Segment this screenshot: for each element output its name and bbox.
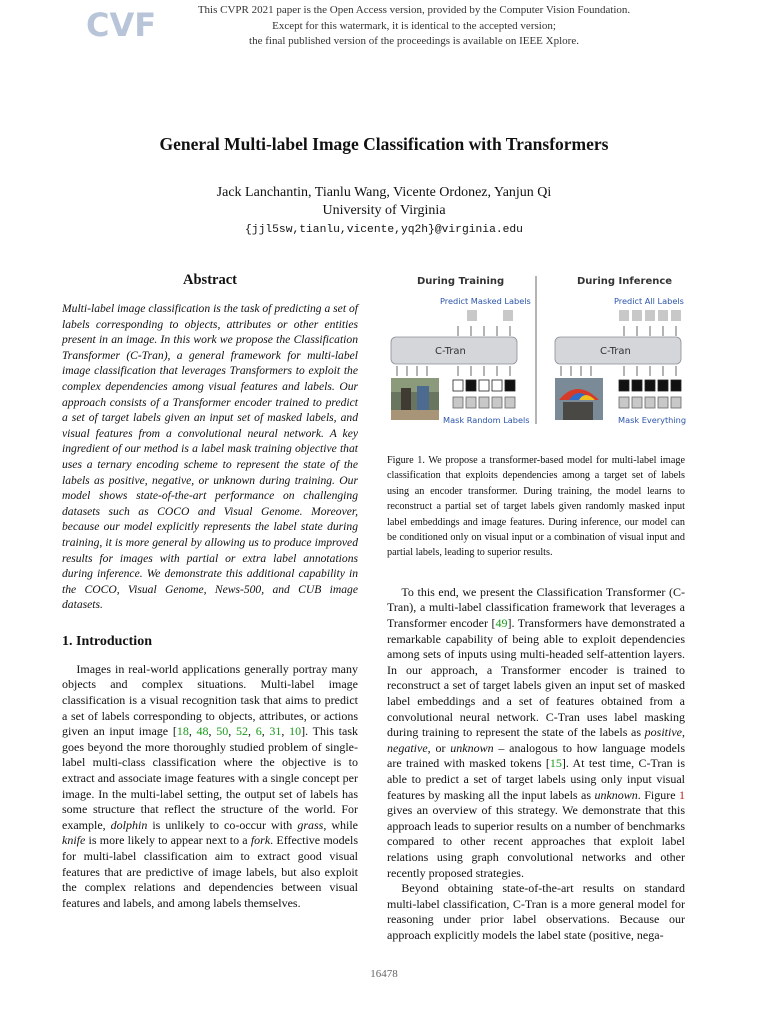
right-column	[387, 270, 685, 944]
predict-masked-label: Predict Masked Labels	[440, 296, 531, 306]
training-title: During Training	[417, 276, 505, 287]
mask-everything-label: Mask Everything	[618, 415, 687, 425]
ctran-label-training: C-Tran	[435, 346, 466, 357]
author-block	[0, 184, 768, 220]
watermark-line-2: Except for this watermark, it is identical to the accepted version;	[272, 19, 556, 32]
affiliation: University of Virginia	[322, 203, 446, 218]
input-arrows	[397, 366, 510, 376]
all-predicted-labels	[619, 310, 681, 321]
citation[interactable]: 49	[495, 616, 508, 631]
masked-label-inputs	[453, 380, 515, 391]
right-paragraph-2: Beyond obtaining state-of-the-art results on standard multi-label classification, C-Tran is a more general model for reasoning under prior label observations. Because our approach explicitly models the label state (positive, nega-	[387, 881, 685, 942]
figure-1-caption: Figure 1. We propose a transformer-based model for multi-label image classification that exploits dependencies among a target set of labels using an encoder transformer. During training, the model learns to reconstruct a partial set of target labels given randomly masked input label embeddings and image features. During inference, our model can be conditioned only on visual input or a combination of visual input and partial labels, leading to superior results.	[387, 455, 685, 559]
citation[interactable]: 50	[216, 724, 229, 739]
left-column	[62, 272, 358, 911]
inference-title: During Inference	[577, 276, 673, 287]
label-embedding-boxes	[453, 397, 515, 408]
output-arrows	[458, 326, 510, 336]
citation[interactable]: 6	[255, 724, 262, 739]
intro-heading: 1. Introduction	[62, 633, 152, 649]
figure-reference[interactable]: 1	[678, 787, 685, 802]
citation[interactable]: 18	[176, 724, 189, 739]
figure-1-diagram	[387, 270, 685, 430]
ctran-label-inference: C-Tran	[600, 346, 631, 357]
page-number: 16478	[370, 968, 398, 980]
watermark-line-3: the final published version of the proceedings is available on IEEE Xplore.	[249, 35, 579, 47]
intro-paragraph: Images in real-world applications generally portray many objects and complex situations. Multi-label image classification is a visual recognition task that aims to predict a set of labels corresponding to objects, attributes, or actions given an input image [18, 48, 50, 52, 6, 31, 10]. This task goes beyond the more thoroughly studied problem of single-label multi-class classification where the objective is to extract and associate image features with a single concept per image. In the multi-label setting, the output set of labels has some structure that reflect the structure of the world. For example, dolphin is unlikely to co-occur with grass, while knife is more likely to appear next to a fork. Effective models for multi-label classification aim to extract good visual features that are predictive of image labels, but also exploit the complex relations and dependencies between visual features and labels, and among labels themselves.	[62, 661, 359, 910]
predict-all-label: Predict All Labels	[614, 296, 684, 306]
citation[interactable]: 10	[289, 724, 302, 739]
authors: Jack Lanchantin, Tianlu Wang, Vicente Ordonez, Yanjun Qi	[216, 185, 552, 200]
watermark-text	[0, 3, 768, 50]
email: {jjl5sw,tianlu,vicente,yq2h}@virginia.edu	[245, 224, 523, 236]
right-paragraph-1: To this end, we present the Classification Transformer (C-Tran), a multi-label classification framework that leverages a Transformer encoder [49]. Transformers have demonstrated a remarkable capability of being able to exploit dependencies among sets of inputs using multi-headed self-attention layers. In our approach, a Transformer encoder is trained to reconstruct a set of target labels given an input set of masked label embeddings and a set of features obtained from a convolutional neural network. C-Tran uses label masking during training to represent the state of the labels as positive, negative, or unknown – analogous to how language models are trained with masked tokens [15]. At test time, C-Tran is able to predict a set of target labels using only input visual features by masking all the input labels as unknown. Figure 1 gives an overview of this strategy. We demonstrate that this approach leads to superior results on a number of benchmarks compared to other recent approaches that exploit label relations using graph convolutional networks and other recently proposed strategies.	[387, 584, 685, 880]
predicted-label-box	[467, 310, 477, 321]
mask-random-label: Mask Random Labels	[443, 415, 530, 425]
citation[interactable]: 15	[549, 756, 562, 771]
all-masked-inputs	[619, 380, 681, 391]
watermark-line-1: This CVPR 2021 paper is the Open Access version, provided by the Computer Vision Foundation.	[197, 4, 631, 16]
cvf-logo-text: CVF	[86, 6, 157, 44]
citation[interactable]: 31	[269, 724, 282, 739]
citation[interactable]: 52	[235, 724, 248, 739]
inference-image-photo	[555, 378, 603, 420]
training-image-photo	[391, 378, 439, 420]
paper-title: General Multi-label Image Classification with Transformers	[159, 134, 609, 154]
abstract-text: Multi-label image classification is the task of predicting a set of labels corresponding to objects, attributes or other entities present in an image. In this work we propose the Classification Transformer (C-Tran), a general framework for multi-label image classification that leverages Transformers to exploit the complex dependencies among visual features and labels. Our approach consists of a Transformer encoder trained to predict a set of target labels given an input set of masked labels, and visual features from a convolutional neural network. A key ingredient of our method is a label mask training objective that uses a ternary encoding scheme to represent the state of the labels as positive, negative, or unknown during training. Our model shows state-of-the-art performance on challenging datasets such as COCO and Visual Genome. Moreover, because our model explicitly represents the label state during training, it is more general by allowing us to produce improved results for images with partial or extra label annotations during inference. We demonstrate this additional capability in the COCO, Visual Genome, News-500, and CUB image datasets.	[62, 302, 358, 612]
abstract-heading: Abstract	[183, 272, 237, 288]
predicted-label-box	[503, 310, 513, 321]
citation[interactable]: 48	[196, 724, 209, 739]
